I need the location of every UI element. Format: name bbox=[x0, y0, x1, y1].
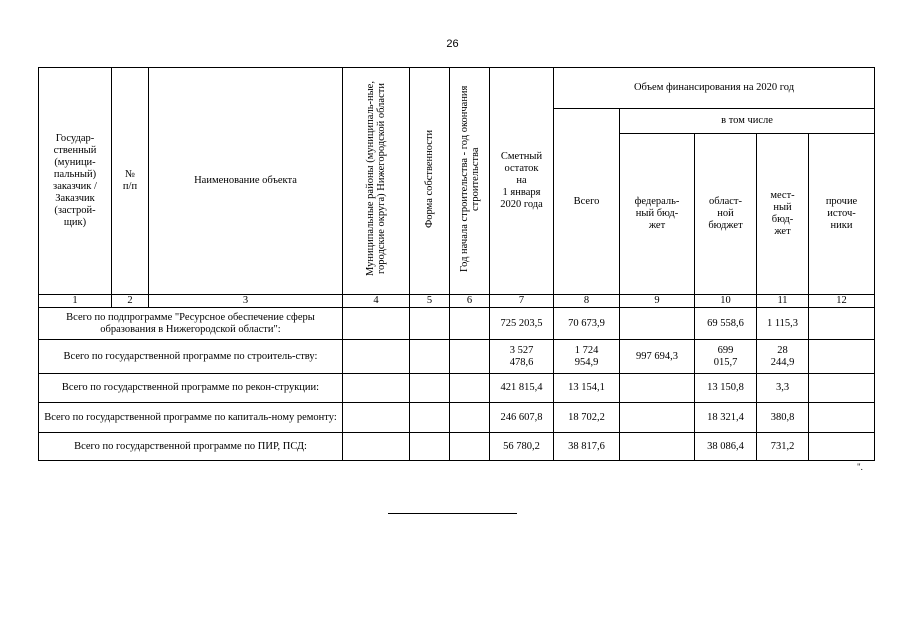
local-cell: 380,8 bbox=[757, 403, 809, 433]
empty-cell bbox=[343, 433, 410, 461]
header-other: прочие источ- ники bbox=[809, 134, 875, 295]
header-local: мест- ный бюд- жет bbox=[757, 134, 809, 295]
row-label: Всего по государственной программе по рекон-струкции: bbox=[39, 374, 343, 403]
empty-cell bbox=[410, 308, 450, 340]
total-cell: 38 817,6 bbox=[554, 433, 620, 461]
federal-cell bbox=[620, 374, 695, 403]
empty-cell bbox=[343, 403, 410, 433]
estimated-balance-cell: 421 815,4 bbox=[490, 374, 554, 403]
header-object-name: Наименование объекта bbox=[149, 68, 343, 295]
column-number: 3 bbox=[149, 295, 343, 308]
total-cell: 18 702,2 bbox=[554, 403, 620, 433]
column-number: 11 bbox=[757, 295, 809, 308]
empty-cell bbox=[410, 433, 450, 461]
table-row bbox=[39, 374, 875, 403]
regional-cell: 38 086,4 bbox=[695, 433, 757, 461]
header-years bbox=[450, 68, 490, 295]
empty-cell bbox=[410, 403, 450, 433]
column-number: 2 bbox=[112, 295, 149, 308]
local-cell: 731,2 bbox=[757, 433, 809, 461]
table-row bbox=[39, 308, 875, 340]
regional-cell: 18 321,4 bbox=[695, 403, 757, 433]
federal-cell bbox=[620, 433, 695, 461]
estimated-balance-cell: 246 607,8 bbox=[490, 403, 554, 433]
column-number: 5 bbox=[410, 295, 450, 308]
empty-cell bbox=[450, 374, 490, 403]
header-ownership-text: Форма собственности bbox=[424, 129, 435, 229]
total-cell: 13 154,1 bbox=[554, 374, 620, 403]
header-regional: област- ной бюджет bbox=[695, 134, 757, 295]
estimated-balance-cell: 56 780,2 bbox=[490, 433, 554, 461]
empty-cell bbox=[343, 374, 410, 403]
column-number: 9 bbox=[620, 295, 695, 308]
column-number: 4 bbox=[343, 295, 410, 308]
row-label: Всего по государственной программе по строитель-ству: bbox=[39, 340, 343, 374]
row-label: Всего по государственной программе по капиталь-ному ремонту: bbox=[39, 403, 343, 433]
header-including: в том числе bbox=[620, 109, 875, 134]
regional-cell: 699 015,7 bbox=[695, 340, 757, 374]
estimated-balance-cell: 725 203,5 bbox=[490, 308, 554, 340]
separator-line bbox=[388, 513, 517, 514]
column-number: 10 bbox=[695, 295, 757, 308]
total-cell: 70 673,9 bbox=[554, 308, 620, 340]
financing-table bbox=[38, 67, 875, 461]
other-cell bbox=[809, 403, 875, 433]
column-number: 8 bbox=[554, 295, 620, 308]
federal-cell bbox=[620, 403, 695, 433]
empty-cell bbox=[450, 403, 490, 433]
local-cell: 1 115,3 bbox=[757, 308, 809, 340]
row-label: Всего по государственной программе по ПИР, ПСД: bbox=[39, 433, 343, 461]
federal-cell: 997 694,3 bbox=[620, 340, 695, 374]
header-ownership bbox=[410, 68, 450, 295]
closing-quote-mark: ". bbox=[857, 462, 863, 472]
empty-cell bbox=[343, 340, 410, 374]
table-row bbox=[39, 433, 875, 461]
local-cell: 28 244,9 bbox=[757, 340, 809, 374]
estimated-balance-cell: 3 527 478,6 bbox=[490, 340, 554, 374]
other-cell bbox=[809, 374, 875, 403]
column-number: 1 bbox=[39, 295, 112, 308]
local-cell: 3,3 bbox=[757, 374, 809, 403]
other-cell bbox=[809, 308, 875, 340]
header-years-text: Год начала строительства - год окончания строительства bbox=[458, 85, 481, 273]
column-number-row bbox=[39, 295, 875, 308]
empty-cell bbox=[450, 308, 490, 340]
header-estimated-balance: Сметный остаток на 1 января 2020 года bbox=[490, 68, 554, 295]
empty-cell bbox=[450, 433, 490, 461]
header-total: Всего bbox=[554, 109, 620, 295]
header-district bbox=[343, 68, 410, 295]
header-financing-volume: Объем финансирования на 2020 год bbox=[554, 68, 875, 109]
header-district-text: Муниципальные районы (муниципаль-ные, городские округа) Нижегородской области bbox=[365, 81, 387, 277]
regional-cell: 13 150,8 bbox=[695, 374, 757, 403]
total-cell: 1 724 954,9 bbox=[554, 340, 620, 374]
other-cell bbox=[809, 340, 875, 374]
table-row bbox=[39, 340, 875, 374]
header-federal: федераль- ный бюд- жет bbox=[620, 134, 695, 295]
header-number: № п/п bbox=[112, 68, 149, 295]
page-number: 26 bbox=[446, 38, 459, 50]
regional-cell: 69 558,6 bbox=[695, 308, 757, 340]
other-cell bbox=[809, 433, 875, 461]
column-number: 6 bbox=[450, 295, 490, 308]
header-customer: Государ- ственный (муници- пальный) заказчик / Заказчик (застрой- щик) bbox=[39, 68, 112, 295]
empty-cell bbox=[450, 340, 490, 374]
empty-cell bbox=[410, 340, 450, 374]
empty-cell bbox=[343, 308, 410, 340]
row-label: Всего по подпрограмме "Ресурсное обеспечение сферы образования в Нижегородской области": bbox=[39, 308, 343, 340]
column-number: 12 bbox=[809, 295, 875, 308]
column-number: 7 bbox=[490, 295, 554, 308]
federal-cell bbox=[620, 308, 695, 340]
table-row bbox=[39, 403, 875, 433]
empty-cell bbox=[410, 374, 450, 403]
